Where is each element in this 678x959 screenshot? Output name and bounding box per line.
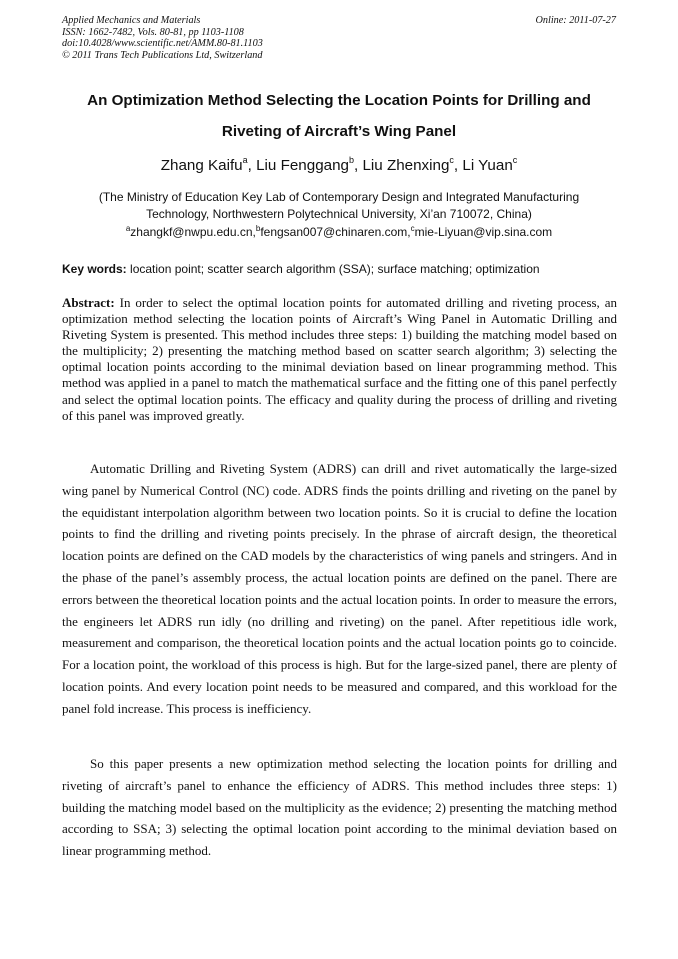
journal-name: Applied Mechanics and Materials (62, 15, 201, 26)
doi-line: doi:10.4028/www.scientific.net/AMM.80-81.1103 (62, 38, 263, 50)
journal-header (62, 15, 263, 61)
author-list (40, 157, 638, 175)
author: Zhang Kaifu$^a$, (160, 155, 257, 174)
email[interactable]: $^a$zhangkf@nwpu.edu.cn, (125, 224, 256, 239)
body-paragraph-2: So this paper presents a new optimization method selecting the location points for drilling and riveting of aircraft’s panel to enhance the efficiency of ADRS. This method includes three steps: 1) building the matching model based on the multiplicity as the evidence; 2) presenting the matching method according to SSA; 3) selecting the optimal location point according to the minimal deviation based on linear programming method. (62, 756, 617, 859)
keywords-label: Key words: (62, 262, 127, 276)
copyright-line: © 2011 Trans Tech Publications Ltd, Switzerland (62, 49, 263, 61)
email-line (40, 224, 638, 241)
issn-line: ISSN: 1662-7482, Vols. 80-81, pp 1103-1108 (62, 26, 244, 38)
author: Liu Zhenxing$^c$, (362, 155, 463, 174)
affiliation-line-1: (The Ministry of Education Key Lab of Contemporary Design and Integrated Manufacturing (98, 190, 580, 204)
email[interactable]: $^c$mie-Liyuan@vip.sina.com (410, 224, 553, 239)
abstract-label: Abstract: (62, 295, 115, 310)
author: Li Yuan$^c$ (462, 155, 518, 174)
abstract-text: In order to select the optimal location points for automated drilling and riveting process, an optimization method selecting the location points of Aircraft’s Wing Panel in Automatic Drilling and Riveting System is presented. This method includes three steps: 1) building the matching model based on the multiplicity; 2) presenting the matching method based on scatter search algorithm; 3) selecting the optimal location points according to the minimal deviation based on linear programming method. This method was applied in a panel to match the mathematical surface and the fitting one of this panel perfectly and select the optimal location points. The efficacy and quality during the process of drilling and riveting of this panel was improved greatly. (62, 295, 617, 423)
online-date: Online: 2011-07-27 (535, 15, 616, 26)
author: Liu Fenggang$^b$, (256, 155, 363, 174)
abstract (62, 295, 617, 424)
paper-title-line-1: An Optimization Method Selecting the Location Points for Drilling and (87, 92, 591, 109)
email[interactable]: $^b$fengsan007@chinaren.com, (255, 224, 411, 239)
keywords (62, 262, 540, 276)
affiliation-line-2: Technology, Northwestern Polytechnical University, Xi’an 710072, China) (146, 207, 532, 221)
keywords-text: location point; scatter search algorithm (SSA); surface matching; optimization (126, 262, 540, 276)
body-paragraph-1: Automatic Drilling and Riveting System (ADRS) can drill and rivet automatically the large-sized wing panel by Numerical Control (NC) code. ADRS finds the points drilling and riveting on the panel by the equidistant interpolation algorithm between two location points. So it is crucial to define the location points to find the drilling and riveting points precisely. In the phrase of aircraft design, the theoretical location points are defined on the CAD models by the characteristics of wing panels and stringers. And in the phase of the panel’s assembly process, the actual location points are defined on the panel. There are errors between the theoretical location points and the actual location points. In order to measure the errors, the engineers let ADRS run idly (no drilling and riveting) on the panel. After repetitious idle work, measurement and comparison, the theoretical location points and the actual location points go to coincide. For a location point, the workload of this process is high. But for the large-sized panel, there are plenty of location points. And every location point needs to be measured and compared, and this workload for the panel fold increase. This process is inefficiency. (62, 461, 617, 716)
paper-title-line-2: Riveting of Aircraft’s Wing Panel (221, 123, 457, 140)
